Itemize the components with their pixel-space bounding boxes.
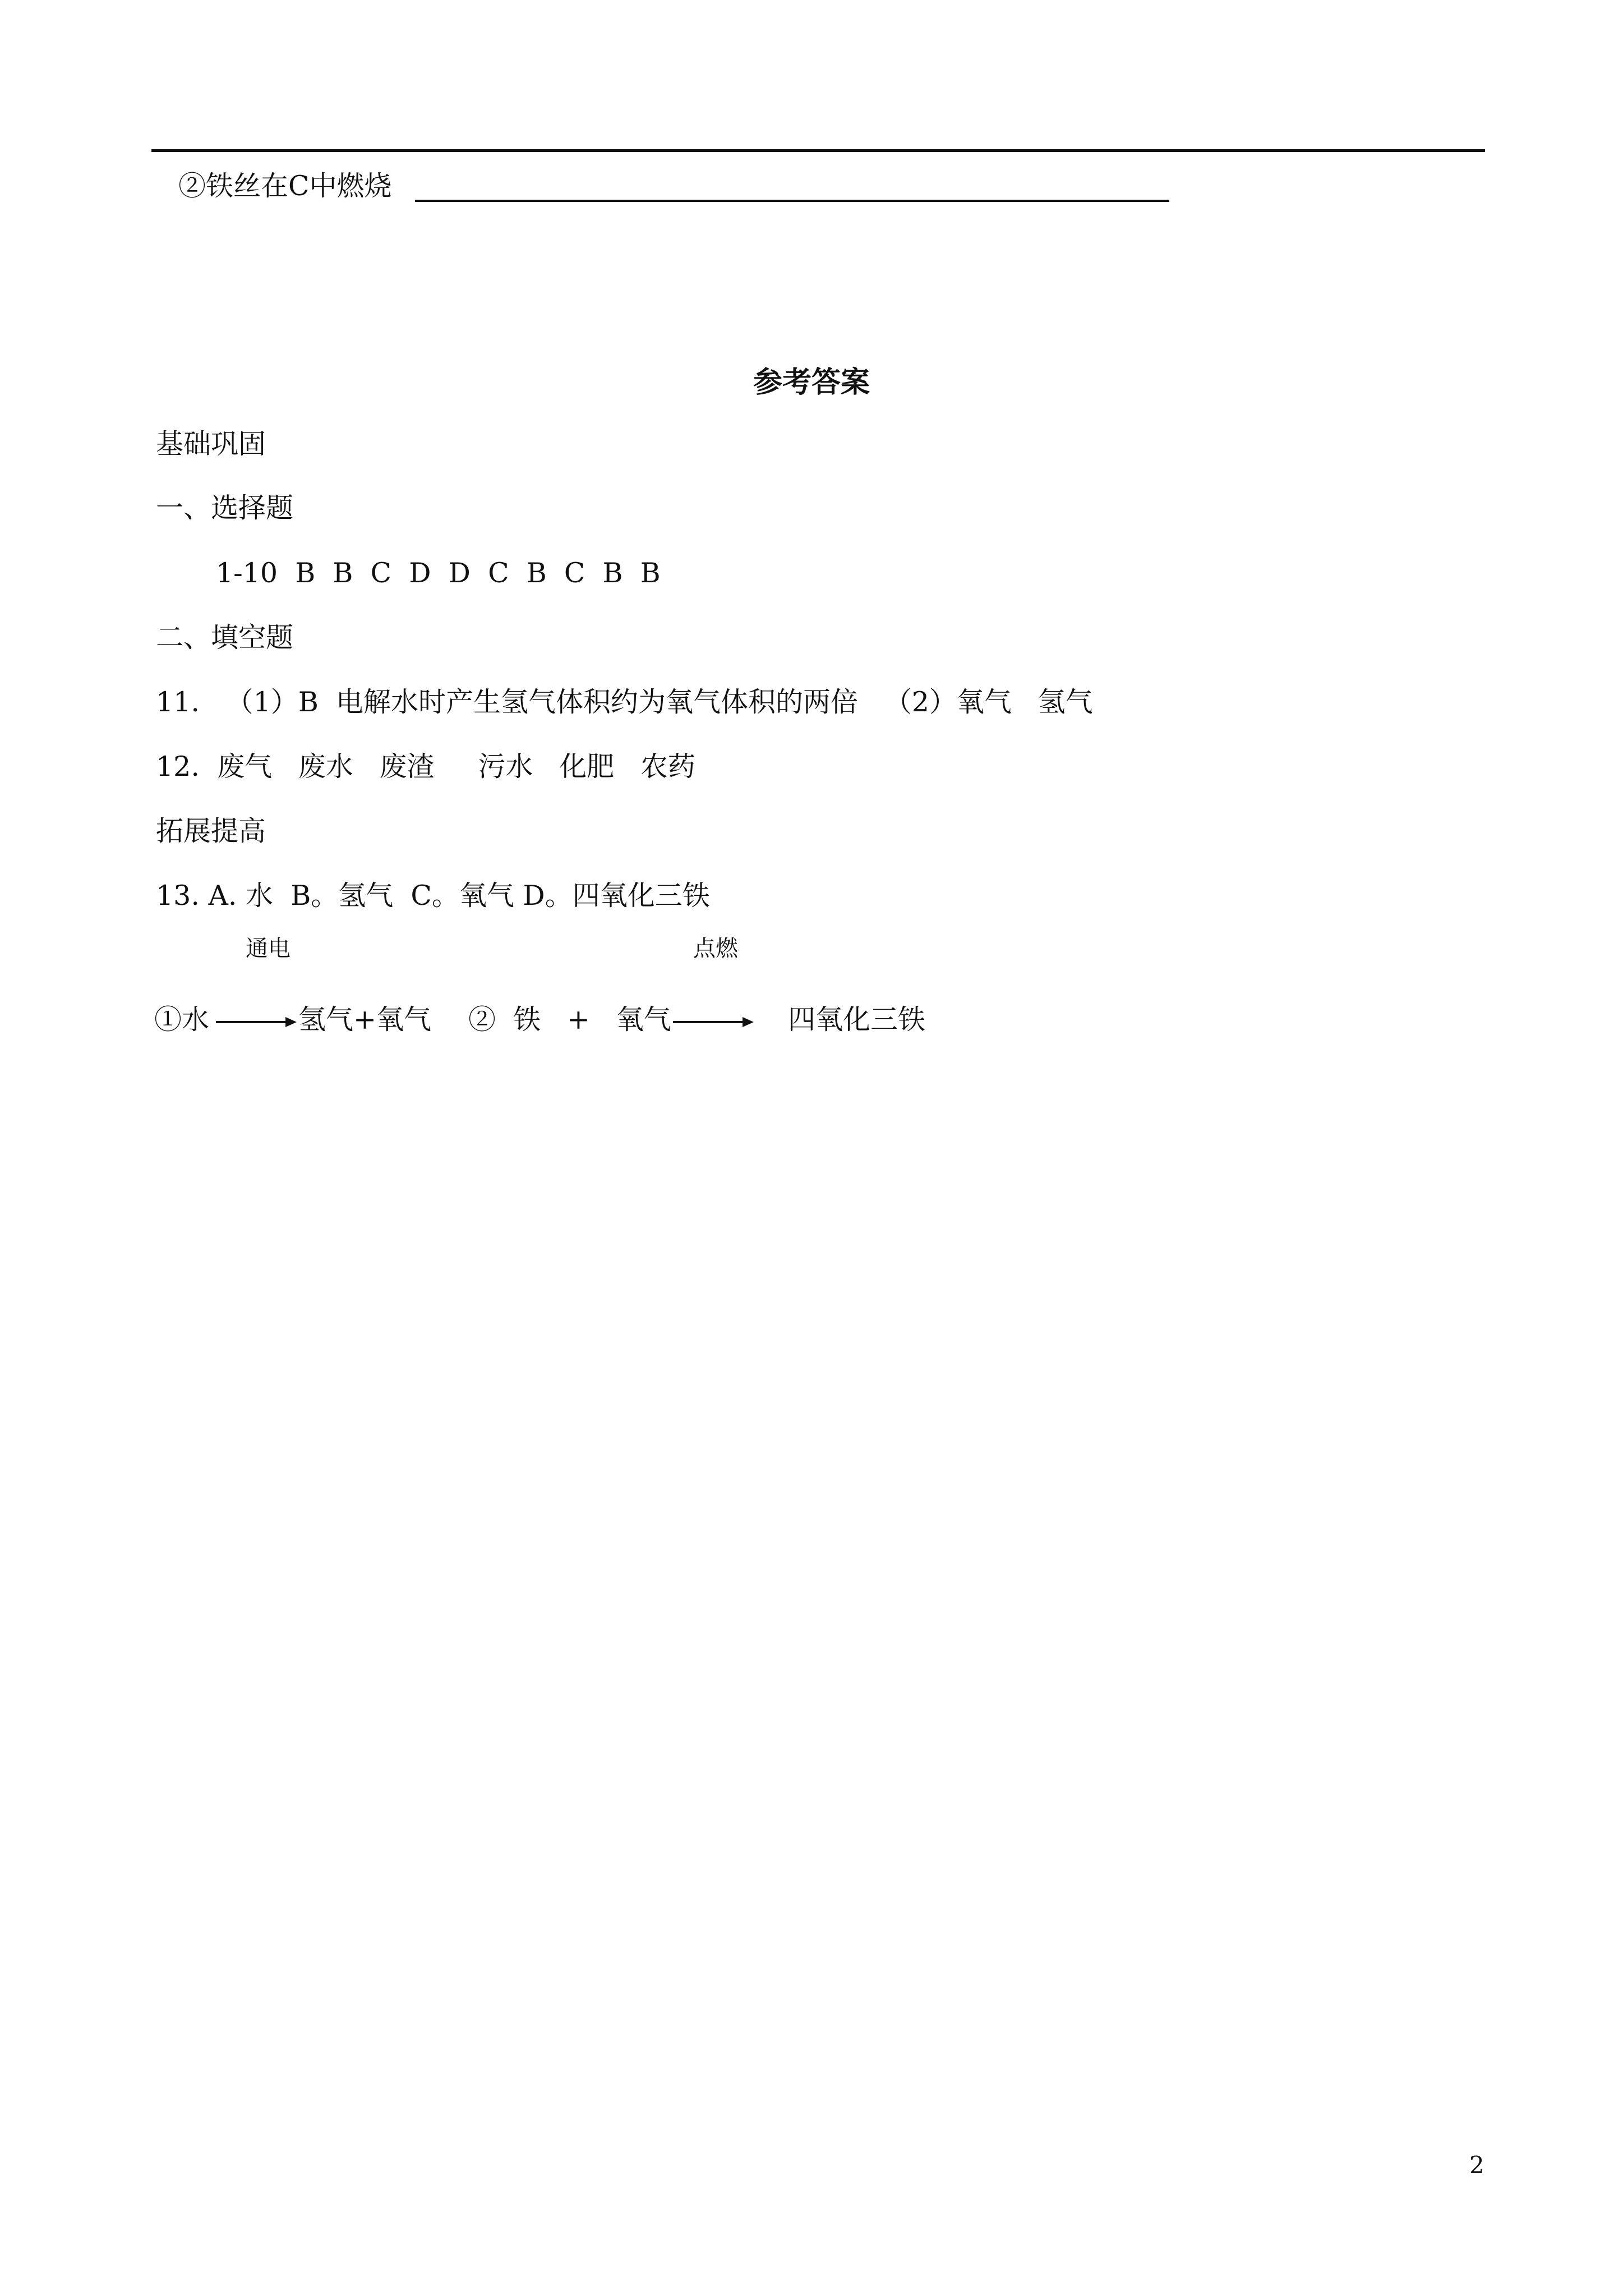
answer-13: 13. A. 水 B。氢气 C。氧气 D。四氧化三铁 bbox=[156, 880, 710, 912]
reaction-1-reactant: ①水 bbox=[154, 1004, 210, 1036]
choice-answers: 1-10 B B C D D C B C B B bbox=[216, 557, 661, 589]
answer-12: 12. 废气 废水 废渣 污水 化肥 农药 bbox=[156, 751, 695, 783]
reaction-2-product: 四氧化三铁 bbox=[788, 1004, 926, 1036]
page-number: 2 bbox=[1469, 2151, 1484, 2179]
section-basic: 基础巩固 bbox=[156, 428, 266, 460]
answers-title: 参考答案 bbox=[753, 365, 870, 399]
reaction-1-condition: 通电 bbox=[246, 936, 291, 961]
part-fill: 二、填空题 bbox=[156, 622, 294, 654]
reaction-2-condition: 点燃 bbox=[693, 936, 738, 961]
answer-blank-line bbox=[415, 200, 1169, 202]
reaction-1-product: 氢气+氧气 bbox=[298, 1004, 432, 1036]
answer-11: 11. （1）B 电解水时产生氢气体积约为氧气体积的两倍 （2）氧气 氢气 bbox=[156, 686, 1093, 718]
reaction-2-arrow bbox=[673, 1021, 751, 1023]
header-rule bbox=[151, 149, 1485, 152]
part-choice: 一、选择题 bbox=[156, 492, 294, 524]
reaction-1-arrow bbox=[216, 1021, 294, 1023]
question-line-2: ②铁丝在C中燃烧 bbox=[178, 170, 392, 202]
reaction-2-reactants: ② 铁 + 氧气 bbox=[468, 1004, 671, 1036]
section-extend: 拓展提高 bbox=[156, 815, 266, 847]
